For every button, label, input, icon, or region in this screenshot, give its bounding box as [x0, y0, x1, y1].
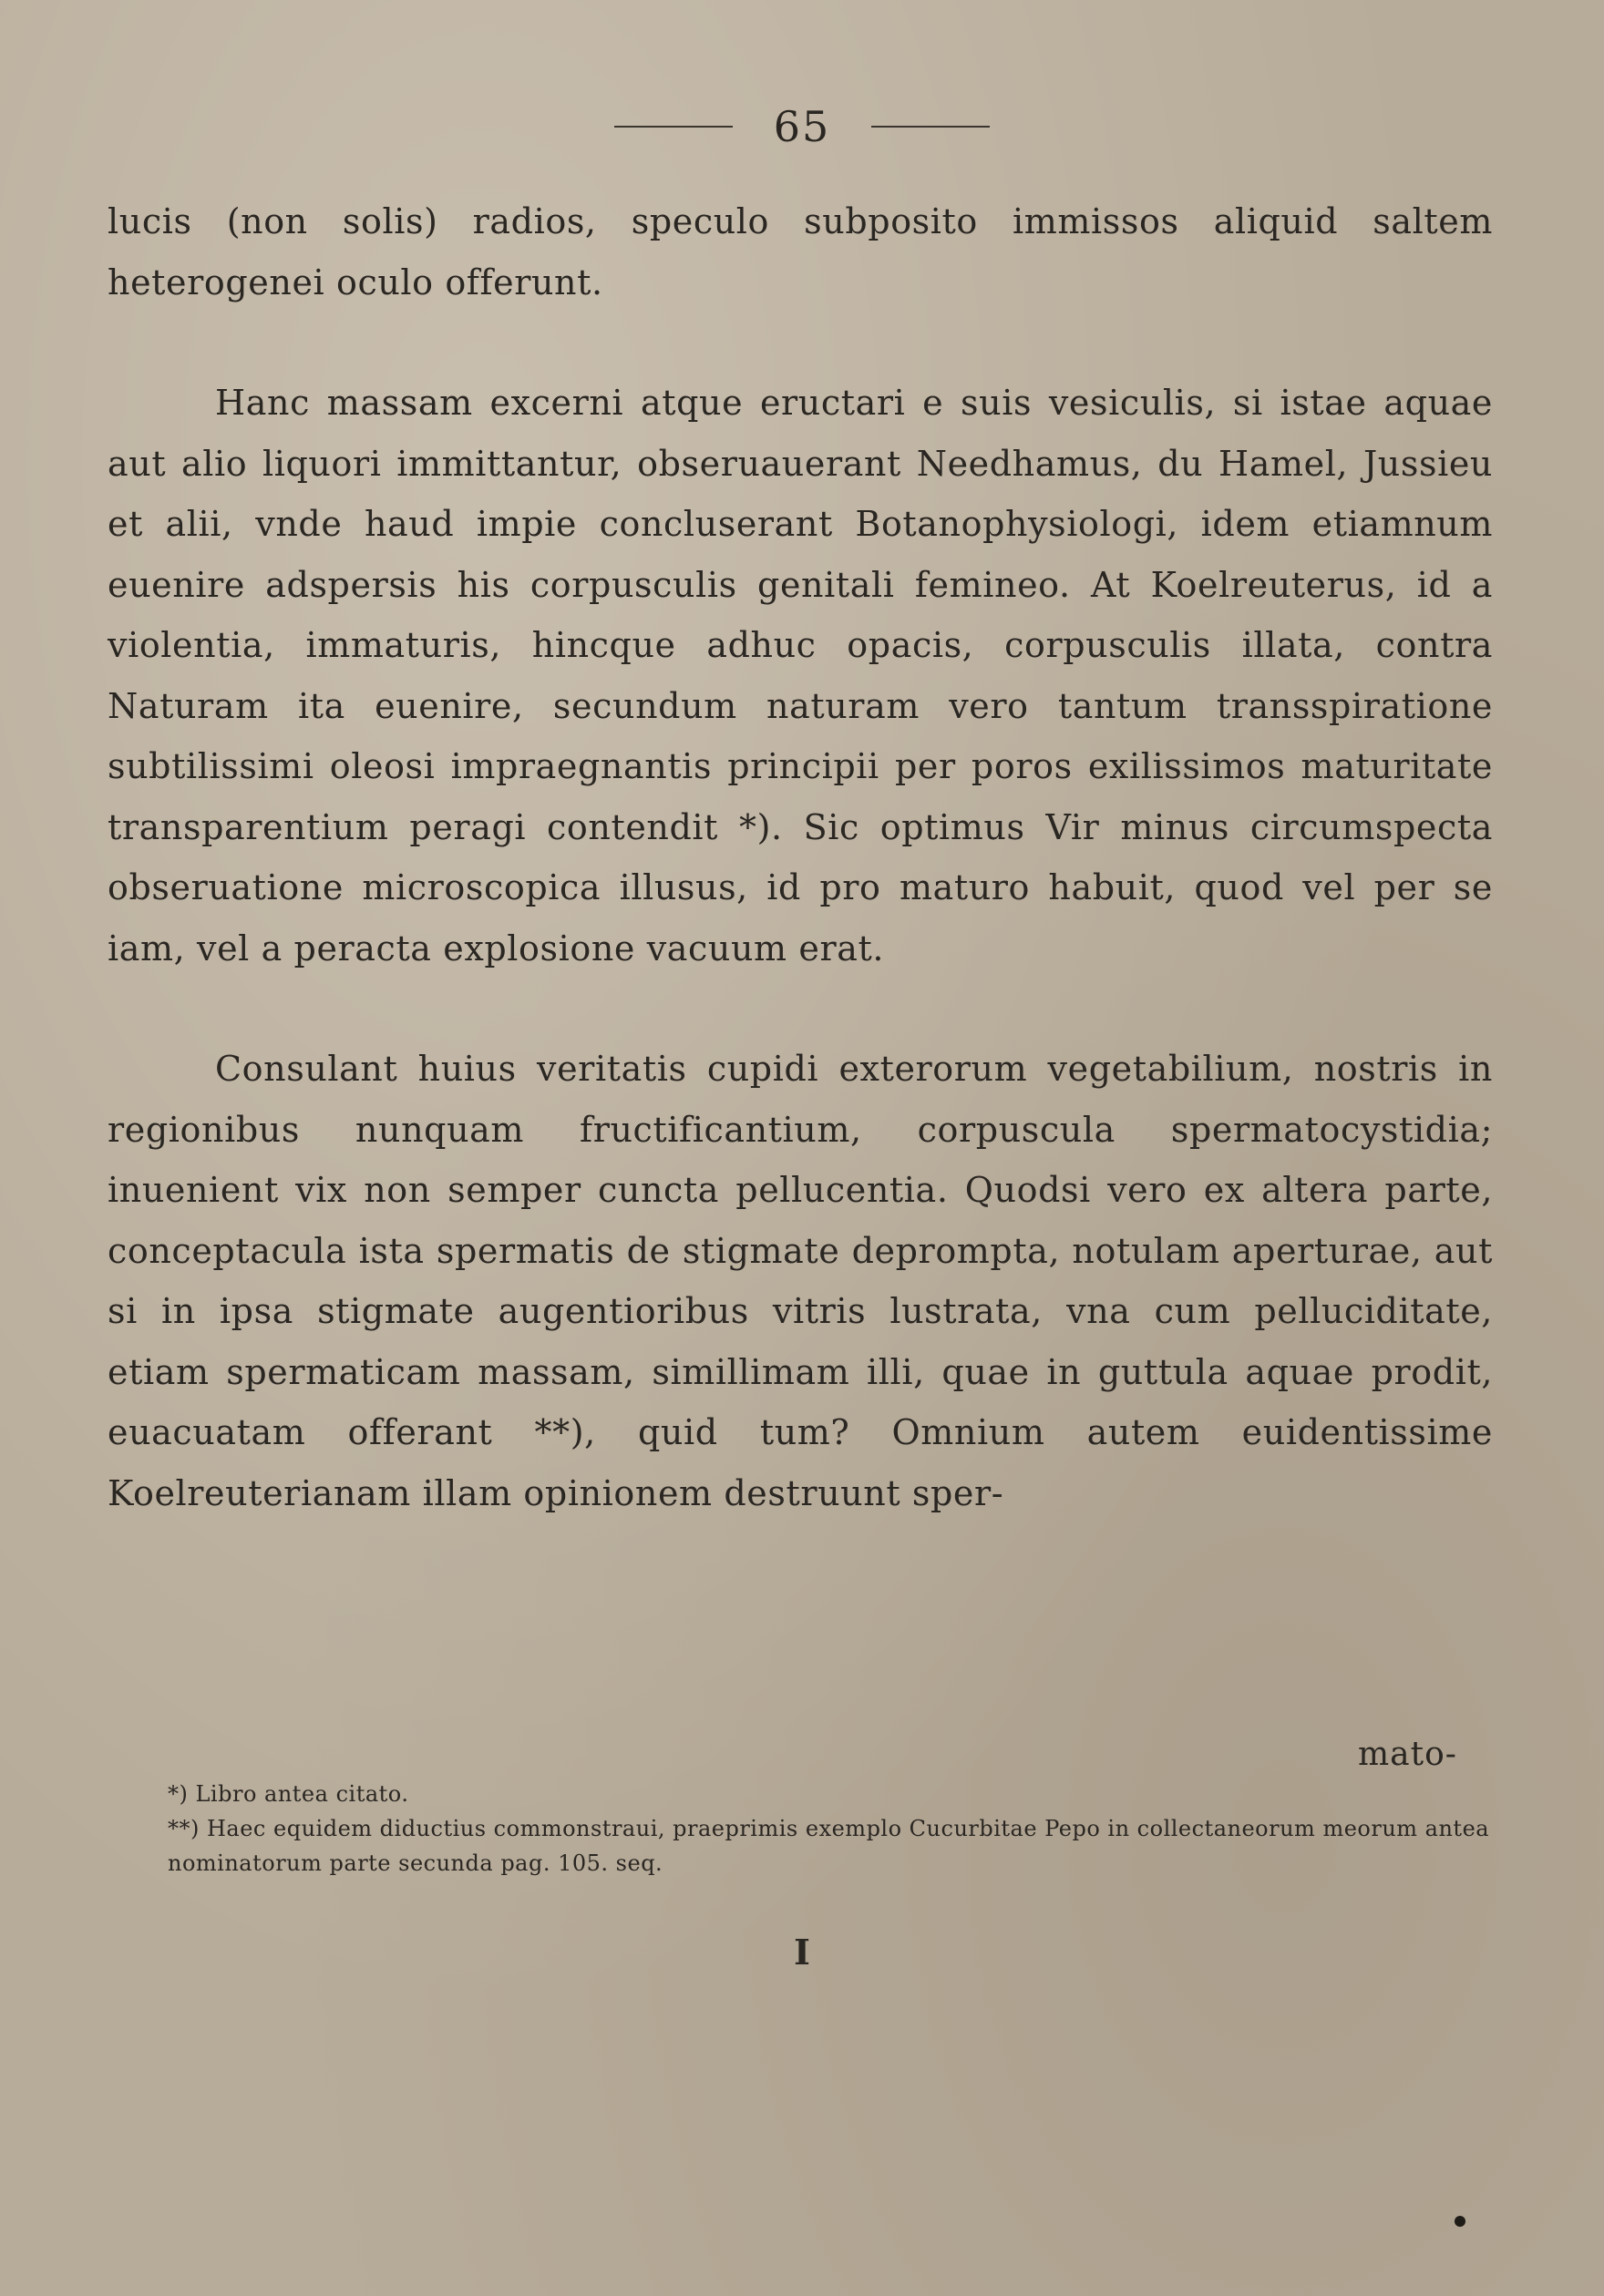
- footnote-1: *) Libro antea citato.: [168, 1781, 409, 1807]
- paragraph-1: lucis (non solis) radios, speculo subposito immissos aliquid saltem heterogenei oculo offerunt.: [108, 201, 1493, 302]
- footnote-2: **) Haec equidem diductius commonstraui, praeprimis exemplo Cucurbitae Pepo in collectaneorum meorum antea nominatorum parte secunda pag. 105. seq.: [168, 1816, 1490, 1876]
- signature-mark: I: [794, 1932, 810, 1973]
- footnotes: [168, 1777, 1498, 1881]
- page-header: [0, 98, 1604, 151]
- header-rule-right: [871, 126, 990, 128]
- page-number: 65: [773, 102, 831, 151]
- catchword: mato-: [1358, 1736, 1457, 1773]
- paragraph-2: Hanc massam excerni atque eructari e suis vesiculis, si istae aquae aut alio liquori immittantur, obseruauerant Needhamus, du Hamel, Jussieu et alii, vnde haud impie concluserant Botanophysiologi, idem etiamnum euenire adspersis his corpusculis genitali femineo. At Koelreuterus, id a violentia, immaturis, hincque adhuc opacis, corpusculis illata, contra Naturam ita euenire, secundum naturam vero tantum transspiratione subtilissimi oleosi impraegnantis principii per poros exilissimos maturitate transparentium peragi contendit *). Sic optimus Vir minus circumspecta obseruatione microscopica illusus, id pro maturo habuit, quod vel per se iam, vel a peracta explosione vacuum erat.: [108, 383, 1493, 969]
- ink-speck: [1455, 2216, 1465, 2227]
- paragraph-3: Consulant huius veritatis cupidi exterorum vegetabilium, nostris in regionibus nunquam fructificantium, corpuscula spermatocystidia; inuenient vix non semper cuncta pellucentia. Quodsi vero ex altera parte, conceptacula ista spermatis de stigmate deprompta, notulam aperturae, aut si in ipsa stigmate augentioribus vitris lustrata, vna cum pelluciditate, etiam spermaticam massam, simillimam illi, quae in guttula aquae prodit, euacuatam offerant **), quid tum? Omnium autem euidentissime Koelreuterianam illam opinionem destruunt sper-: [108, 1049, 1493, 1513]
- header-rule-left: [614, 126, 733, 128]
- main-text: [108, 191, 1493, 1523]
